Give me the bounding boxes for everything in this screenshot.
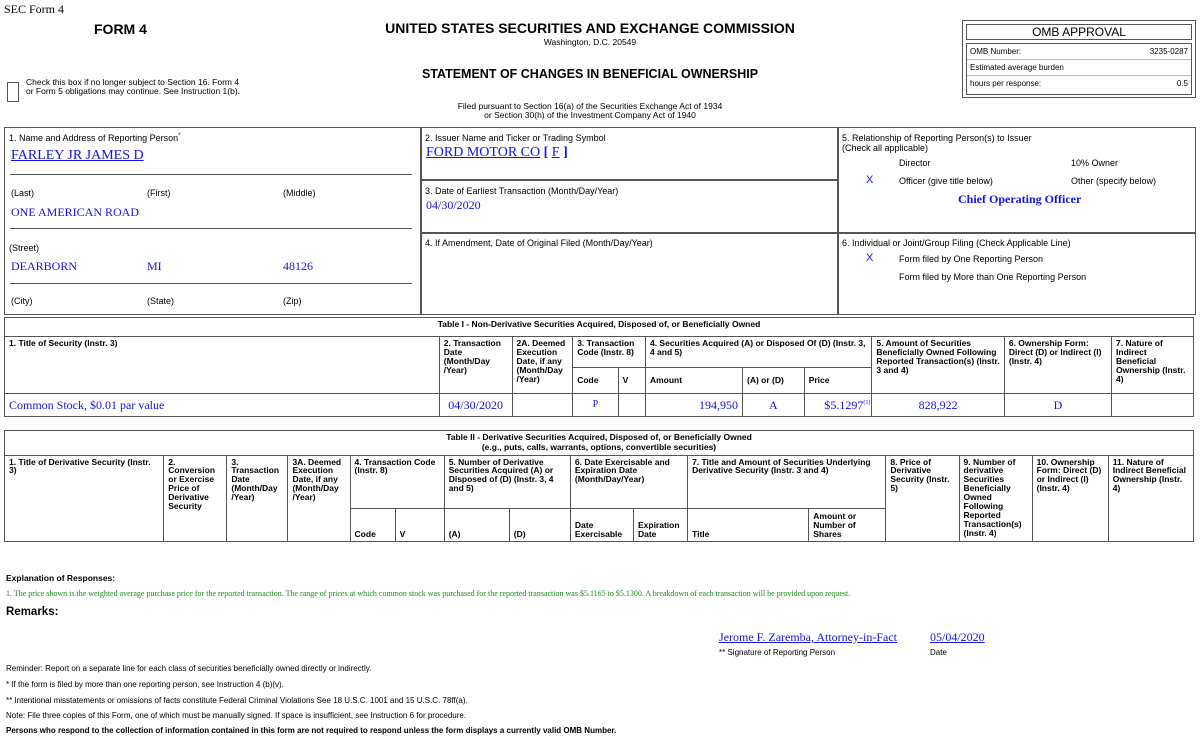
t2-header-price: 8. Price of Derivative Security (Instr. 5) [886,455,959,541]
t2-sub-amount: Amount or Number of Shares [809,508,886,541]
filing-label: 6. Individual or Joint/Group Filing (Check Applicable Line) [842,238,1071,248]
middle-label: (Middle) [283,188,316,198]
agency-title: UNITED STATES SECURITIES AND EXCHANGE COMMISSION [385,20,795,36]
t1-sub-code: Code [573,368,618,394]
t1-row-nature [1112,394,1194,417]
officer-title: Chief Operating Officer [958,192,1082,206]
t1-sub-v: V [618,368,645,394]
issuer-ticker-link[interactable]: F [551,145,560,160]
filed-line-1: Filed pursuant to Section 16(a) of the Securities Exchange Act of 1934 [457,101,723,111]
reporting-person-label: 1. Name and Address of Reporting Person* [9,133,181,143]
footer-file-copies: Note: File three copies of this Form, one of which must be manually signed. If space is insufficient, see Instruction 6 for procedure. [6,711,467,720]
officer-check-mark: X [866,174,874,186]
explanation-text: 1. The price shown is the weighted average purchase price for the reported transaction. The range of prices at which common stock was purchased for the reported transaction was $5.1165 to $5.1300. A breakdown of each transaction will be provided upon request. [6,589,851,598]
footer-omb-notice: Persons who respond to the collection of information contained in this form are not required to respond unless the form displays a currently valid OMB Number. [6,726,617,735]
t1-row-amount: 194,950 [645,394,742,417]
t2-header-underlying: 7. Title and Amount of Securities Underlying Derivative Security (Instr. 3 and 4) [688,455,886,508]
t1-row-title: Common Stock, $0.01 par value [5,394,440,417]
issuer-name-link[interactable]: FORD MOTOR CO [426,145,541,160]
t2-header-deemed: 3A. Deemed Execution Date, if any (Month/Day /Year) [288,455,350,541]
t2-header-number-owned: 9. Number of derivative Securities Beneficially Owned Following Reported Transaction(s) (Instr. 4) [959,455,1032,541]
sec-form-label: SEC Form 4 [4,2,65,16]
t1-row-aod: A [743,394,805,417]
explanation-label: Explanation of Responses: [6,573,116,583]
omb-number-value: 3235-0287 [1149,47,1188,56]
t2-header-number: 5. Number of Derivative Securities Acquired (A) or Disposed of (D) (Instr. 3, 4 and 5) [444,455,570,508]
reporting-person-name[interactable]: FARLEY JR JAMES D [11,148,144,163]
t1-header-amount-owned: 5. Amount of Securities Beneficially Owned Following Reported Transaction(s) (Instr. 3 and 4) [872,337,1004,394]
issuer-name-ticker: FORD MOTOR CO [ F ] [426,145,568,160]
table-1 [4,317,1194,417]
t1-row-v [618,394,645,417]
zip-label: (Zip) [283,296,302,306]
t2-header-exercisable: 6. Date Exercisable and Expiration Date (Month/Day/Year) [570,455,687,508]
omb-approval-box [962,20,1196,98]
omb-burden-label: Estimated average burden [970,63,1064,72]
t2-header-nature: 11. Nature of Indirect Beneficial Ownership (Instr. 4) [1108,455,1193,541]
amendment-label: 4. If Amendment, Date of Original Filed (Month/Day/Year) [425,238,653,248]
t1-header-ownership-form: 6. Ownership Form: Direct (D) or Indirect (I) (Instr. 4) [1004,337,1111,394]
t2-header-title: 1. Title of Derivative Security (Instr. 3) [5,455,164,541]
ten-percent-label: 10% Owner [1071,158,1119,168]
form-title: FORM 4 [94,21,147,37]
table-1-caption: Table I - Non-Derivative Securities Acquired, Disposed of, or Beneficially Owned [5,318,1194,337]
t1-row-deemed [512,394,573,417]
street-label: (Street) [9,243,40,253]
omb-title: OMB APPROVAL [966,24,1192,40]
state-value: MI [147,259,162,273]
t2-header-date: 3. Transaction Date (Month/Day /Year) [227,455,288,541]
footer-multiple-persons: * If the form is filed by more than one reporting person, see Instruction 4 (b)(v). [6,680,284,689]
transaction-date-value: 04/30/2020 [426,198,481,212]
omb-hours-label: hours per response: [970,79,1042,88]
t2-sub-date-exercisable: Date Exercisable [570,508,633,541]
t2-sub-code: Code [350,508,395,541]
footer-misstatements: ** Intentional misstatements or omissions of facts constitute Federal Criminal Violations See 18 U.S.C. 1001 and 15 U.S.C. 78ff(a). [6,696,468,705]
t1-header-code: 3. Transaction Code (Instr. 8) [573,337,646,368]
filing-one-label: Form filed by One Reporting Person [899,254,1044,264]
other-label: Other (specify below) [1071,176,1157,186]
omb-hours-value: 0.5 [1176,79,1188,88]
signature-label: ** Signature of Reporting Person [719,648,836,657]
relationship-sub: (Check all applicable) [842,143,929,153]
t1-row-price: $5.1297$^{(1)}$ [804,394,872,417]
t2-sub-title: Title [688,508,809,541]
transaction-date-label: 3. Date of Earliest Transaction (Month/Day/Year) [425,186,619,196]
t1-sub-aod: (A) or (D) [743,368,805,394]
relationship-label: 5. Relationship of Reporting Person(s) to Issuer [842,133,1032,143]
t1-sub-amount: Amount [645,368,742,394]
t1-header-acquired: 4. Securities Acquired (A) or Disposed Of (D) (Instr. 3, 4 and 5) [645,337,871,368]
first-label: (First) [147,188,171,198]
t2-header-conversion: 2. Conversion or Exercise Price of Derivative Security [164,455,227,541]
t1-row-owned: 828,922 [872,394,1004,417]
state-label: (State) [147,296,175,306]
signature-date[interactable]: 05/04/2020 [930,630,985,644]
issuer-label: 2. Issuer Name and Ticker or Trading Symbol [425,133,606,143]
city-label: (City) [11,296,33,306]
t2-header-ownership-form: 10. Ownership Form: Direct (D) or Indirect (I) (Instr. 4) [1032,455,1108,541]
section16-checkbox[interactable] [7,82,19,102]
t1-sub-price: Price [804,368,872,394]
remarks-label: Remarks: [6,606,59,618]
table-row [5,394,1194,417]
section16-text: Check this box if no longer subject to Section 16. Form 4 or Form 5 obligations may continue. See Instruction 1(b). [26,77,241,97]
t1-header-deemed: 2A. Deemed Execution Date, if any (Month/Day /Year) [512,337,573,394]
t2-sub-a: (A) [444,508,509,541]
t2-sub-d: (D) [509,508,570,541]
filing-one-mark: X [866,252,874,264]
t1-header-title: 1. Title of Security (Instr. 3) [5,337,440,394]
filing-more-label: Form filed by More than One Reporting Person [899,272,1087,282]
last-label: (Last) [11,188,35,198]
t1-header-nature: 7. Nature of Indirect Beneficial Ownership (Instr. 4) [1112,337,1194,394]
city-value: DEARBORN [11,259,78,273]
table-2-caption: Table II - Derivative Securities Acquired, Disposed of, or Beneficially Owned (e.g., puts, calls, warrants, options, convertible securities) [5,431,1194,456]
footer-reminder: Reminder: Report on a separate line for each class of securities beneficially owned directly or indirectly. [6,664,372,673]
t1-header-date: 2. Transaction Date (Month/Day /Year) [439,337,512,394]
t1-row-date: 04/30/2020 [439,394,512,417]
omb-number-label: OMB Number: [970,47,1022,56]
address-value: ONE AMERICAN ROAD [11,205,140,219]
t2-sub-v: V [395,508,444,541]
t1-row-code: P [573,394,618,417]
table-2 [4,430,1194,542]
signature-name[interactable]: Jerome F. Zaremba, Attorney-in-Fact [719,630,897,644]
statement-title: STATEMENT OF CHANGES IN BENEFICIAL OWNERSHIP [421,67,759,81]
filed-line-2: or Section 30(h) of the Investment Company Act of 1940 [484,110,696,120]
officer-label: Officer (give title below) [899,176,993,186]
zip-value: 48126 [283,259,313,273]
signature-date-label: Date [930,648,947,657]
director-label: Director [899,158,931,168]
t2-sub-expiration: Expiration Date [633,508,687,541]
t1-row-form: D [1004,394,1111,417]
agency-location: Washington, D.C. 20549 [543,37,637,47]
t2-header-code: 4. Transaction Code (Instr. 8) [350,455,444,508]
